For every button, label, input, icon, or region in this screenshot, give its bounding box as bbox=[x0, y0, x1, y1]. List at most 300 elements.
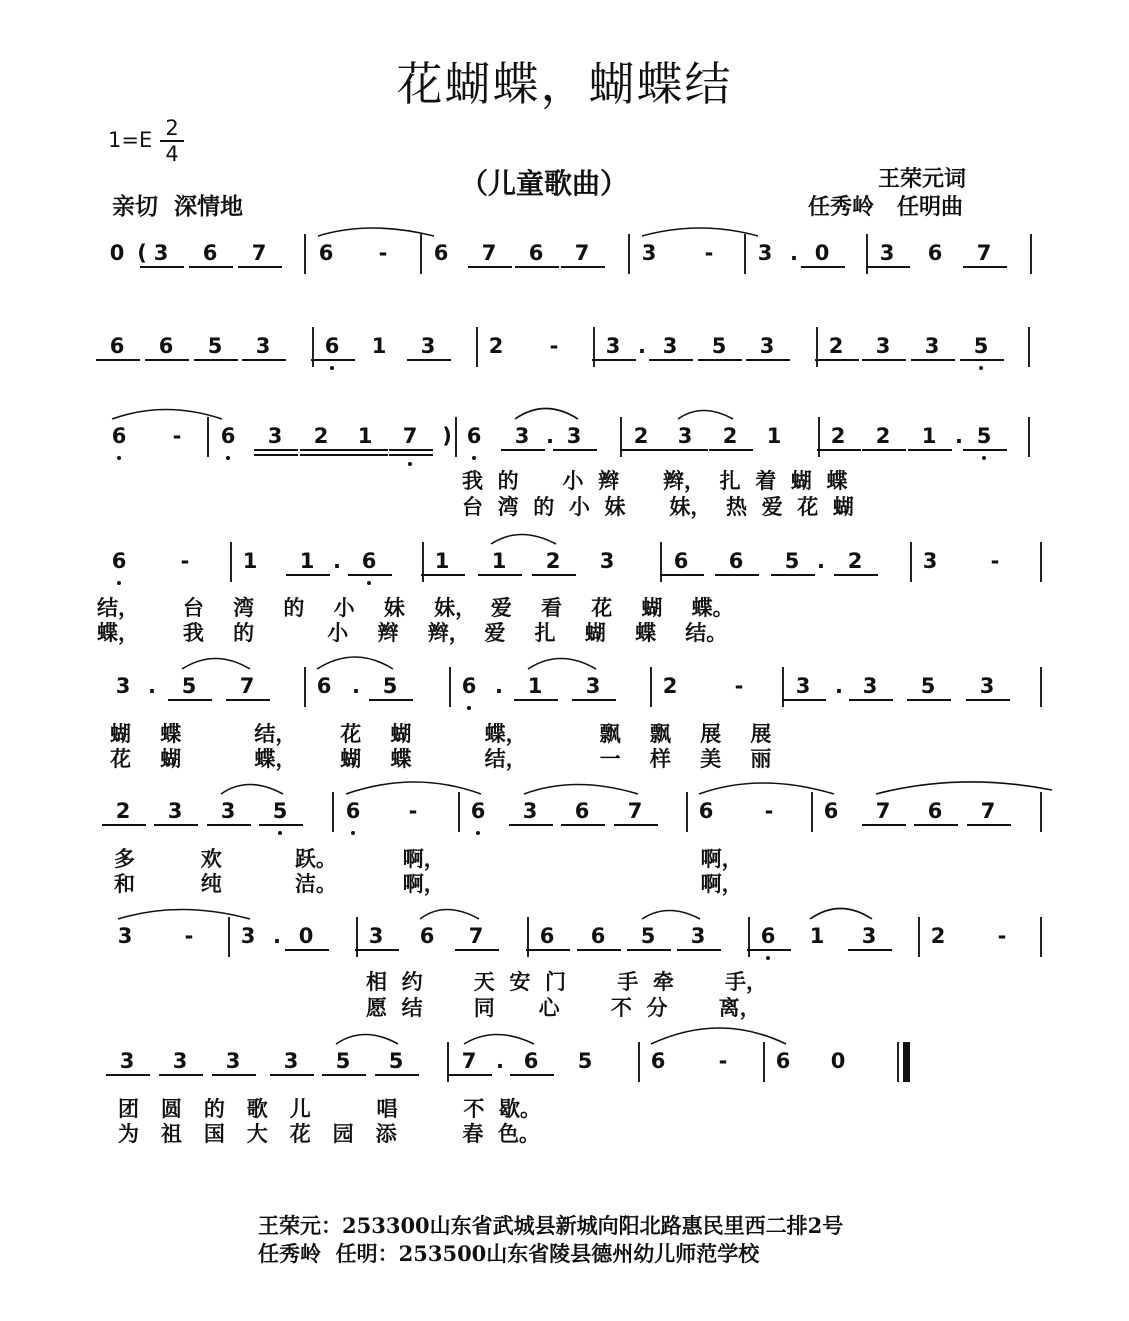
note: 6 bbox=[673, 549, 689, 573]
beam-line bbox=[834, 574, 878, 576]
beam-line bbox=[344, 454, 388, 456]
dash: - bbox=[764, 799, 774, 823]
note: 7 bbox=[461, 1049, 477, 1073]
beam-line bbox=[448, 1074, 492, 1076]
dot-augment: . bbox=[835, 674, 843, 698]
barline bbox=[207, 417, 209, 457]
note: 2 bbox=[722, 424, 738, 448]
barline bbox=[782, 667, 784, 707]
note: 1 bbox=[357, 424, 373, 448]
note: 1 bbox=[527, 674, 543, 698]
note: 2 bbox=[828, 334, 844, 358]
barline bbox=[356, 917, 358, 957]
beam-line bbox=[168, 699, 212, 701]
beam-line bbox=[242, 359, 286, 361]
beam-line bbox=[509, 824, 553, 826]
slur bbox=[876, 782, 1052, 794]
beam-line bbox=[455, 949, 499, 951]
beam-line bbox=[698, 359, 742, 361]
dot-augment: . bbox=[496, 1049, 504, 1073]
beam-line bbox=[747, 949, 791, 951]
dash: - bbox=[997, 924, 1007, 948]
barline bbox=[1028, 417, 1030, 457]
dot-augment: . bbox=[546, 424, 554, 448]
beam-line bbox=[677, 949, 721, 951]
beam-line bbox=[355, 949, 399, 951]
note: 6 bbox=[650, 1049, 666, 1073]
dot-augment: . bbox=[273, 924, 281, 948]
note: 3 bbox=[153, 241, 169, 265]
beam-line bbox=[514, 699, 558, 701]
note: 3 bbox=[368, 924, 384, 948]
beam-line bbox=[212, 1074, 256, 1076]
song-subtitle: （儿童歌曲） bbox=[460, 167, 629, 200]
beam-line bbox=[510, 1074, 554, 1076]
barline bbox=[660, 542, 662, 582]
slur bbox=[317, 657, 393, 669]
note: 5 bbox=[181, 674, 197, 698]
score-line-1 bbox=[0, 240, 1129, 300]
beam-line bbox=[862, 824, 906, 826]
low-octave-dot bbox=[117, 456, 121, 460]
beam-line bbox=[145, 359, 189, 361]
note: 6 bbox=[111, 424, 127, 448]
beam-line bbox=[254, 449, 298, 451]
slur bbox=[524, 785, 638, 795]
beam-line bbox=[620, 449, 664, 451]
beam-line bbox=[914, 824, 958, 826]
note: 1 bbox=[491, 549, 507, 573]
lyric-line: 多 欢 跃。 啊， 啊， bbox=[114, 846, 743, 871]
barline bbox=[332, 792, 334, 832]
beam-line bbox=[140, 266, 184, 268]
barline bbox=[1028, 327, 1030, 367]
beam-line bbox=[572, 699, 616, 701]
note: 5 bbox=[388, 1049, 404, 1073]
note: 1 bbox=[809, 924, 825, 948]
final-barline-thin bbox=[897, 1042, 899, 1082]
note: 7 bbox=[574, 241, 590, 265]
note: 7 bbox=[402, 424, 418, 448]
low-octave-dot bbox=[367, 581, 371, 585]
beam-line bbox=[715, 574, 759, 576]
beam-line bbox=[817, 449, 861, 451]
low-octave-dot bbox=[472, 456, 476, 460]
composer-credit: 任秀岭 任明曲 bbox=[808, 194, 963, 220]
note: 5 bbox=[382, 674, 398, 698]
barline bbox=[1030, 234, 1032, 274]
beam-line bbox=[967, 824, 1011, 826]
beam-line bbox=[649, 359, 693, 361]
note: 6 bbox=[109, 334, 125, 358]
beam-line bbox=[159, 1074, 203, 1076]
barline bbox=[638, 1042, 640, 1082]
note: 6 bbox=[345, 799, 361, 823]
note: 6 bbox=[318, 241, 334, 265]
lyric-line: 结， 台 湾 的 小 妹 妹， 爱 看 花 蝴 蝶。 bbox=[97, 595, 734, 620]
note: 3 bbox=[979, 674, 995, 698]
low-octave-dot bbox=[766, 956, 770, 960]
note: 3 bbox=[167, 799, 183, 823]
dot-augment: . bbox=[955, 424, 963, 448]
slur bbox=[182, 659, 250, 670]
low-octave-dot bbox=[467, 706, 471, 710]
note: 3 bbox=[795, 674, 811, 698]
note: 1 bbox=[242, 549, 258, 573]
note: 3 bbox=[677, 424, 693, 448]
note: 2 bbox=[115, 799, 131, 823]
note: 3 bbox=[757, 241, 773, 265]
beam-line bbox=[907, 699, 951, 701]
lyric-line: 花 蝴 蝶， 蝴 蝶 结， 一 样 美 丽 bbox=[110, 746, 772, 771]
barline bbox=[910, 542, 912, 582]
barline bbox=[748, 917, 750, 957]
note: 5 bbox=[920, 674, 936, 698]
barline bbox=[455, 417, 457, 457]
note: 3 bbox=[641, 241, 657, 265]
low-octave-dot bbox=[351, 831, 355, 835]
final-barline-thick bbox=[903, 1042, 910, 1082]
low-octave-dot bbox=[117, 581, 121, 585]
beam-line bbox=[421, 574, 465, 576]
lyric-line: 和 纯 洁。 啊， 啊， bbox=[114, 871, 743, 896]
beam-line bbox=[782, 699, 826, 701]
low-octave-dot bbox=[278, 831, 282, 835]
note: 2 bbox=[847, 549, 863, 573]
barline bbox=[458, 792, 460, 832]
beam-line bbox=[963, 449, 1007, 451]
note: 3 bbox=[861, 924, 877, 948]
note: 6 bbox=[158, 334, 174, 358]
note: 3 bbox=[879, 241, 895, 265]
barline bbox=[744, 234, 746, 274]
note: 5 bbox=[335, 1049, 351, 1073]
lyric-line: 为 祖 国 大 花 园 添 春 色。 bbox=[118, 1121, 541, 1146]
dot-augment: . bbox=[495, 674, 503, 698]
note: 1 bbox=[371, 334, 387, 358]
note: 7 bbox=[251, 241, 267, 265]
barline bbox=[1040, 667, 1042, 707]
note: 6 bbox=[361, 549, 377, 573]
beam-line bbox=[515, 266, 559, 268]
barline bbox=[422, 542, 424, 582]
note: 6 bbox=[574, 799, 590, 823]
beam-line bbox=[848, 949, 892, 951]
note: 6 bbox=[470, 799, 486, 823]
note: 2 bbox=[662, 674, 678, 698]
note: 3 bbox=[420, 334, 436, 358]
dash: - bbox=[734, 674, 744, 698]
beam-line bbox=[154, 824, 198, 826]
low-octave-dot bbox=[476, 831, 480, 835]
note: 3 bbox=[605, 334, 621, 358]
footer-address-2: 任秀岭 任明：253500山东省陵县德州幼儿师范学校 bbox=[258, 1241, 760, 1266]
beam-line bbox=[194, 359, 238, 361]
beam-line bbox=[311, 359, 355, 361]
dash: - bbox=[408, 799, 418, 823]
beam-line bbox=[300, 449, 344, 451]
note: 2 bbox=[830, 424, 846, 448]
note: 3 bbox=[566, 424, 582, 448]
note: ( bbox=[137, 241, 147, 265]
tempo-marking: 亲切 深情地 bbox=[112, 193, 244, 220]
slur bbox=[515, 409, 578, 420]
dot-augment: . bbox=[817, 549, 825, 573]
lyric-line: 相 约 天 安 门 手 牵 手， bbox=[366, 969, 768, 994]
note: 6 bbox=[775, 1049, 791, 1073]
beam-line bbox=[238, 266, 282, 268]
barline bbox=[230, 542, 232, 582]
note: 7 bbox=[980, 799, 996, 823]
dash: - bbox=[180, 549, 190, 573]
note: 3 bbox=[599, 549, 615, 573]
beam-line bbox=[592, 359, 636, 361]
slur bbox=[678, 411, 733, 420]
barline bbox=[818, 417, 820, 457]
note: 3 bbox=[240, 924, 256, 948]
note: 3 bbox=[119, 1049, 135, 1073]
barline bbox=[447, 1042, 449, 1082]
slur bbox=[651, 1028, 786, 1044]
barline bbox=[866, 234, 868, 274]
note: 7 bbox=[239, 674, 255, 698]
beam-line bbox=[577, 949, 621, 951]
beam-line bbox=[771, 574, 815, 576]
barline bbox=[312, 327, 314, 367]
beam-line bbox=[344, 449, 388, 451]
note: 7 bbox=[976, 241, 992, 265]
beam-line bbox=[866, 266, 910, 268]
beam-line bbox=[226, 699, 270, 701]
note: 2 bbox=[545, 549, 561, 573]
dash: - bbox=[549, 334, 559, 358]
beam-line bbox=[207, 824, 251, 826]
beam-line bbox=[532, 574, 576, 576]
footer-address-1: 王荣元：253300山东省武城县新城向阳北路惠民里西二排2号 bbox=[258, 1213, 844, 1238]
beam-line bbox=[561, 824, 605, 826]
beam-line bbox=[254, 454, 298, 456]
note: 3 bbox=[220, 799, 236, 823]
beam-line bbox=[389, 449, 433, 451]
beam-line bbox=[389, 454, 433, 456]
dot-augment: . bbox=[790, 241, 798, 265]
low-octave-dot bbox=[330, 366, 334, 370]
barline bbox=[304, 234, 306, 274]
note: 3 bbox=[585, 674, 601, 698]
beam-line bbox=[407, 359, 451, 361]
barline bbox=[449, 667, 451, 707]
note: 3 bbox=[922, 549, 938, 573]
note: 3 bbox=[514, 424, 530, 448]
note: 6 bbox=[419, 924, 435, 948]
beam-line bbox=[963, 266, 1007, 268]
beam-line bbox=[189, 266, 233, 268]
note: 7 bbox=[627, 799, 643, 823]
beam-line bbox=[300, 454, 344, 456]
beam-line bbox=[660, 574, 704, 576]
beam-line bbox=[270, 1074, 314, 1076]
slur bbox=[221, 785, 283, 795]
barline bbox=[918, 917, 920, 957]
note: 6 bbox=[523, 1049, 539, 1073]
lyric-line: 蝶， 我 的 小 辫 辫， 爱 扎 蝴 蝶 结。 bbox=[97, 620, 728, 645]
note: 7 bbox=[468, 924, 484, 948]
note: 3 bbox=[522, 799, 538, 823]
beam-line bbox=[911, 359, 955, 361]
beam-line bbox=[501, 449, 545, 451]
note: 6 bbox=[927, 799, 943, 823]
beam-line bbox=[561, 266, 605, 268]
beam-line bbox=[664, 449, 708, 451]
beam-line bbox=[286, 574, 330, 576]
barline bbox=[816, 327, 818, 367]
note: 3 bbox=[924, 334, 940, 358]
note: 7 bbox=[481, 241, 497, 265]
note: 3 bbox=[115, 674, 131, 698]
beam-line bbox=[348, 574, 392, 576]
barline bbox=[650, 667, 652, 707]
song-title: 花蝴蝶，蝴蝶结 bbox=[396, 57, 733, 111]
note: 3 bbox=[283, 1049, 299, 1073]
beam-line bbox=[801, 266, 845, 268]
beam-line bbox=[553, 449, 597, 451]
beam-line bbox=[862, 359, 906, 361]
score-line-2 bbox=[0, 333, 1129, 393]
barline bbox=[1040, 792, 1042, 832]
note: 2 bbox=[875, 424, 891, 448]
barline bbox=[476, 327, 478, 367]
slur bbox=[528, 659, 596, 670]
note: 5 bbox=[784, 549, 800, 573]
beam-line bbox=[849, 699, 893, 701]
note: 5 bbox=[272, 799, 288, 823]
beam-line bbox=[369, 699, 413, 701]
barline bbox=[628, 234, 630, 274]
barline bbox=[1040, 542, 1042, 582]
note: 5 bbox=[207, 334, 223, 358]
note: 3 bbox=[117, 924, 133, 948]
lyric-line: 台 湾 的 小 妹 妹， 热 爱 花 蝴 bbox=[462, 494, 854, 519]
lyricist-credit: 王荣元词 bbox=[878, 166, 967, 192]
note: 3 bbox=[690, 924, 706, 948]
note: 2 bbox=[488, 334, 504, 358]
barline bbox=[1040, 917, 1042, 957]
note: 3 bbox=[759, 334, 775, 358]
note: 2 bbox=[930, 924, 946, 948]
dash: - bbox=[718, 1049, 728, 1073]
note: 6 bbox=[528, 241, 544, 265]
beam-line bbox=[908, 449, 952, 451]
dash: - bbox=[172, 424, 182, 448]
beam-line bbox=[627, 949, 671, 951]
time-signature: 2 4 bbox=[160, 116, 184, 166]
note: 1 bbox=[434, 549, 450, 573]
beam-line bbox=[966, 699, 1010, 701]
note: 0 bbox=[830, 1049, 846, 1073]
beam-line bbox=[259, 824, 303, 826]
note: 6 bbox=[461, 674, 477, 698]
beam-line bbox=[102, 824, 146, 826]
slur bbox=[336, 1035, 398, 1045]
note: 2 bbox=[633, 424, 649, 448]
note: 6 bbox=[220, 424, 236, 448]
barline bbox=[304, 667, 306, 707]
beam-line bbox=[862, 449, 906, 451]
beam-line bbox=[709, 449, 753, 451]
slur bbox=[112, 410, 222, 420]
note: 6 bbox=[316, 674, 332, 698]
note: 6 bbox=[539, 924, 555, 948]
note: ) bbox=[442, 424, 452, 448]
note: 3 bbox=[225, 1049, 241, 1073]
slur bbox=[318, 228, 434, 236]
note: 2 bbox=[313, 424, 329, 448]
note: 3 bbox=[255, 334, 271, 358]
note: 7 bbox=[875, 799, 891, 823]
note: 6 bbox=[823, 799, 839, 823]
note: 3 bbox=[862, 674, 878, 698]
dot-augment: . bbox=[352, 674, 360, 698]
slur bbox=[491, 535, 556, 545]
barline bbox=[686, 792, 688, 832]
dash: - bbox=[990, 549, 1000, 573]
lyric-line: 团 圆 的 歌 儿 唱 不 歇。 bbox=[118, 1096, 541, 1121]
note: 6 bbox=[590, 924, 606, 948]
note: 6 bbox=[698, 799, 714, 823]
beam-line bbox=[106, 1074, 150, 1076]
note: 0 bbox=[814, 241, 830, 265]
note: 6 bbox=[927, 241, 943, 265]
note: 3 bbox=[172, 1049, 188, 1073]
dash: - bbox=[184, 924, 194, 948]
note: 3 bbox=[875, 334, 891, 358]
note: 3 bbox=[267, 424, 283, 448]
lyric-line: 我 的 小 辫 辫， 扎 着 蝴 蝶 bbox=[462, 468, 848, 493]
note: 6 bbox=[111, 549, 127, 573]
beam-line bbox=[815, 359, 859, 361]
beam-line bbox=[96, 359, 140, 361]
note: 1 bbox=[299, 549, 315, 573]
beam-line bbox=[746, 359, 790, 361]
barline bbox=[228, 917, 230, 957]
beam-line bbox=[526, 949, 570, 951]
lyric-line: 蝴 蝶 结， 花 蝴 蝶， 飘 飘 展 展 bbox=[110, 721, 772, 746]
beam-line bbox=[375, 1074, 419, 1076]
slur bbox=[118, 910, 250, 920]
note: 5 bbox=[711, 334, 727, 358]
note: 6 bbox=[728, 549, 744, 573]
barline bbox=[527, 917, 529, 957]
note: 6 bbox=[202, 241, 218, 265]
note: 3 bbox=[662, 334, 678, 358]
slur bbox=[642, 228, 758, 236]
dot-augment: . bbox=[638, 334, 646, 358]
note: 5 bbox=[973, 334, 989, 358]
barline bbox=[811, 792, 813, 832]
low-octave-dot bbox=[982, 456, 986, 460]
dot-augment: . bbox=[333, 549, 341, 573]
low-octave-dot bbox=[408, 462, 412, 466]
barline bbox=[593, 327, 595, 367]
key-signature: 1=E bbox=[108, 128, 153, 152]
low-octave-dot bbox=[226, 456, 230, 460]
note: 5 bbox=[577, 1049, 593, 1073]
slur bbox=[699, 783, 834, 794]
note: 6 bbox=[760, 924, 776, 948]
beam-line bbox=[960, 359, 1004, 361]
slur bbox=[420, 910, 479, 920]
beam-line bbox=[468, 266, 512, 268]
